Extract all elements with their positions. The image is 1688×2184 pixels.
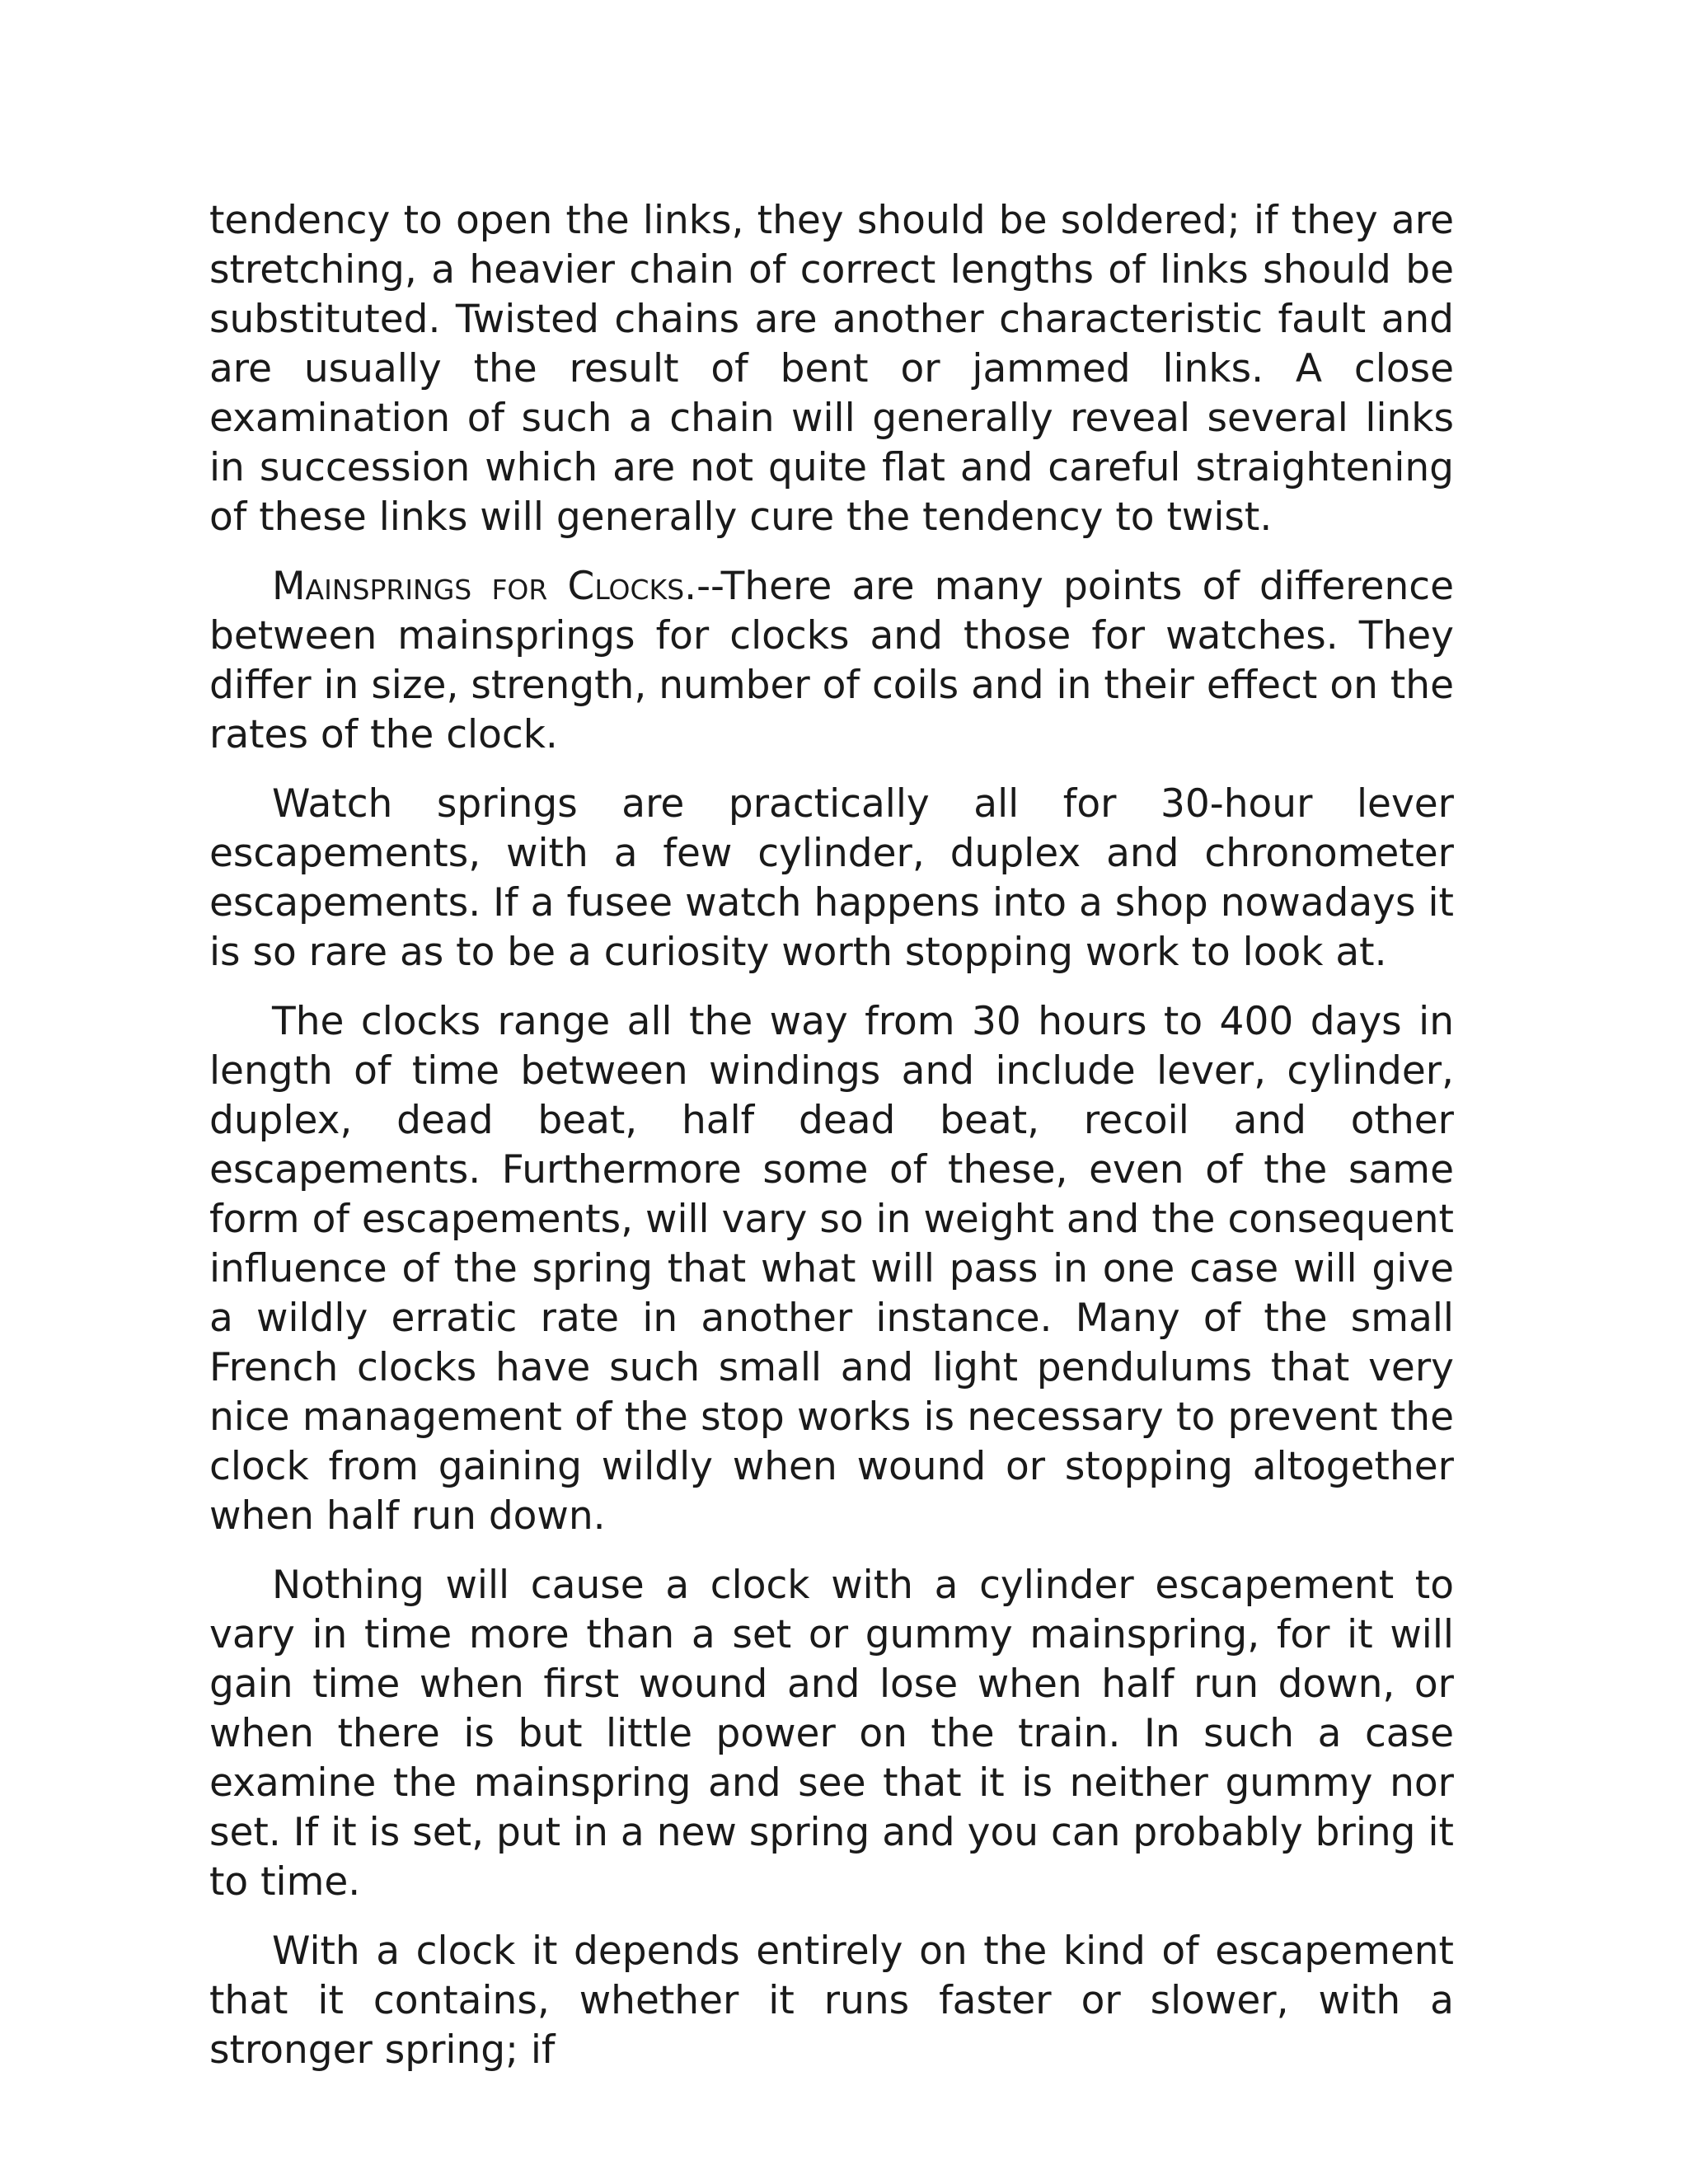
paragraph-mainsprings-for-clocks — [209, 562, 1454, 760]
paragraph-text: The clocks range all the way from 30 hours to 400 days in length of time between windings and include lever, cylinder, duplex, dead beat, half dead beat, recoil and other escapements. Furthermore some of these, even of the same form of escapements, will vary so in weight and the consequent influence of the spring that what will pass in one case will give a wildly erratic rate in another instance. Many of the small French clocks have such small and light pendulums that very nice management of the stop works is necessary to prevent the clock from gaining wildly when wound or stopping altogether when half run down. — [209, 999, 1454, 1539]
paragraph-text: --There are many points of difference between mainsprings for clocks and those for watches. They differ in size, strength, number of coils and in their effect on the rates of the clock. — [209, 564, 1454, 757]
paragraph-chain-links — [209, 196, 1454, 542]
paragraph-text: Nothing will cause a clock with a cylinder escapement to vary in time more than a set or gummy mainspring, for it will gain time when first wound and lose when half run down, or when there is but little power on the train. In such a case examine the mainspring and see that it is neither gummy nor set. If it is set, put in a new spring and you can probably bring it to time. — [209, 1563, 1454, 1905]
paragraph-watch-springs — [209, 780, 1454, 977]
paragraph-escapement-kind — [209, 1927, 1454, 2075]
paragraph-cylinder-escapement — [209, 1561, 1454, 1907]
paragraph-text: With a clock it depends entirely on the kind of escapement that it contains, whether it runs faster or slower, with a stronger spring; if — [209, 1929, 1454, 2073]
paragraph-clock-range — [209, 997, 1454, 1541]
document-page — [209, 196, 1454, 2095]
paragraph-text: Watch springs are practically all for 30-hour lever escapements, with a few cylinder, duplex and chronometer escapements. If a fusee watch happens into a shop nowadays it is so rare as to be a curiosity worth stopping work to look at. — [209, 781, 1454, 975]
paragraph-text: tendency to open the links, they should be soldered; if they are stretching, a heavier chain of correct lengths of links should be substituted. Twisted chains are another characteristic fault and are usually the result of bent or jammed links. A close examination of such a chain will generally reveal several links in succession which are not quite flat and careful straightening of these links will generally cure the tendency to twist. — [209, 198, 1454, 540]
section-heading: Mainsprings for Clocks. — [272, 564, 697, 609]
